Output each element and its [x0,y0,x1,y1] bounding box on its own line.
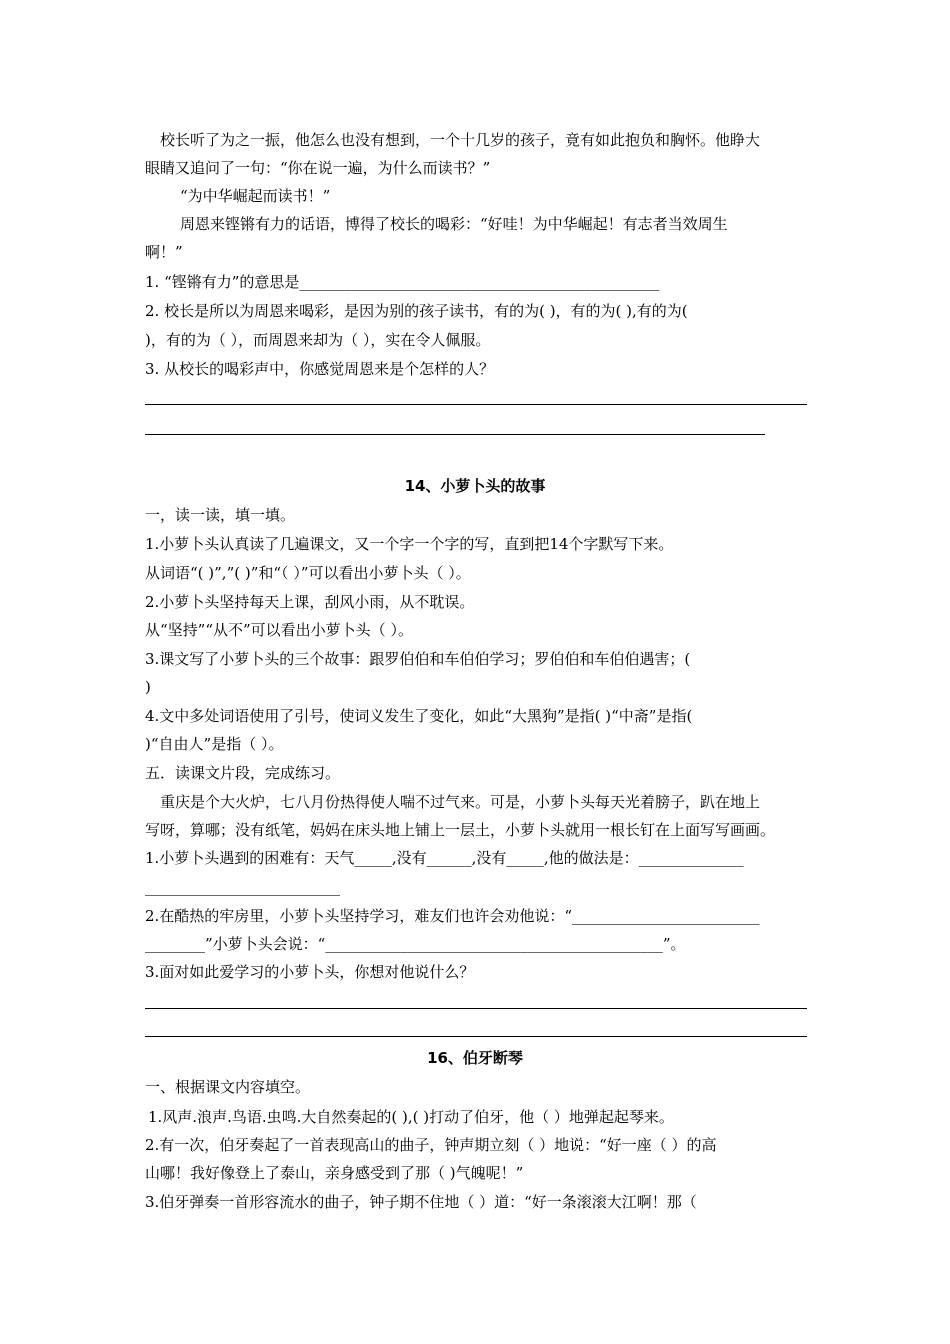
section-title-16: 16、伯牙断琴 [427,1049,523,1067]
question-1: 1. “铿锵有力”的意思是________________________________________________ [145,273,660,291]
question-1: 1.小萝卜头认真读了几遍课文，又一个字一个字的写，直到把14个字默写下来。 [145,535,674,553]
passage-line: 啊！” [145,243,183,261]
question-2: 2. 校长是所以为周恩来喝彩，是因为别的孩子读书，有的为( )，有的为( ),有的为( [145,302,688,320]
part-heading: 五．读课文片段，完成练习。 [145,764,341,782]
exercise-3: 3.面对如此爱学习的小萝卜头，你想对他说什么？ [145,963,475,981]
exercise-2-cont: ________”小萝卜头会说：“_____________________________________________”。 [145,935,686,953]
exercise-1-cont: __________________________ [145,878,340,896]
question-2: 2.小萝卜头坚持每天上课，刮风小雨，从不耽误。 [145,593,475,611]
question-3-cont: ) [145,678,151,696]
exercise-1: 1.小萝卜头遇到的困难有：天气_____,没有______,没有_____,他的做法是：______________ [145,849,744,867]
question-1: 1.风声.浪声.鸟语.虫鸣.大自然奏起的( ),( )打动了伯牙，他（ ）地弹起起琴来。 [148,1108,674,1126]
part-heading: 一，读一读，填一填。 [145,506,296,524]
part-heading: 一、根据课文内容填空。 [145,1078,311,1096]
answer-line [145,1008,807,1009]
question-4: 4.文中多处词语使用了引号，使词义发生了变化，如此“大黑狗”是指( )“中斋”是指( [145,707,693,725]
question-2: 2.有一次，伯牙奏起了一首表现高山的曲子，钟声期立刻（ ）地说：“好一座（ ）的高 [145,1136,717,1154]
answer-line [145,1036,807,1037]
question-2-cont: 山哪！我好像登上了泰山，亲身感受到了那（ )气魄呢！” [145,1164,524,1182]
exercise-2: 2.在酷热的牢房里，小萝卜头坚持学习，难友们也许会劝他说：“_________________________ [145,907,760,925]
question-4-cont: )“自由人”是指（ ）。 [145,735,284,753]
answer-line [145,404,807,405]
answer-line [145,434,765,435]
question-3: 3. 从校长的喝彩声中，你感觉周恩来是个怎样的人？ [145,360,495,378]
passage-line: 周恩来铿锵有力的话语，博得了校长的喝彩：“好哇！为中华崛起！有志者当效周生 [180,215,728,233]
question-2-cont: )，有的为（ ），而周恩来却为（ ），实在令人佩服。 [145,331,491,349]
passage-line: “为中华崛起而读书！” [180,187,331,205]
question-3: 3.伯牙弹奏一首形容流水的曲子，钟子期不住地（ ）道：“好一条滚滚大江啊！那（ [145,1193,697,1211]
passage-line: 写呀，算哪；没有纸笔，妈妈在床头地上铺上一层土，小萝卜头就用一根长钉在上面写写画画。 [145,821,776,839]
passage-line: 校长听了为之一振，他怎么也没有想到，一个十几岁的孩子，竟有如此抱负和胸怀。他睁大 [160,131,761,149]
question-1-cont: 从词语“( )”,”( )”和“（ ）”可以看出小萝卜头（ ）。 [145,564,471,582]
question-3: 3.课文写了小萝卜头的三个故事：跟罗伯伯和车伯伯学习；罗伯伯和车伯伯遇害；( [145,650,691,668]
passage-line: 重庆是个大火炉，七八月份热得使人喘不过气来。可是，小萝卜头每天光着膀子，趴在地上 [160,793,761,811]
passage-line: 眼睛又追问了一句：“你在说一遍，为什么而读书？” [145,159,491,177]
question-2-cont: 从“坚持”“从不”可以看出小萝卜头（ ）。 [145,621,413,639]
section-title-14: 14、小萝卜头的故事 [404,477,546,495]
